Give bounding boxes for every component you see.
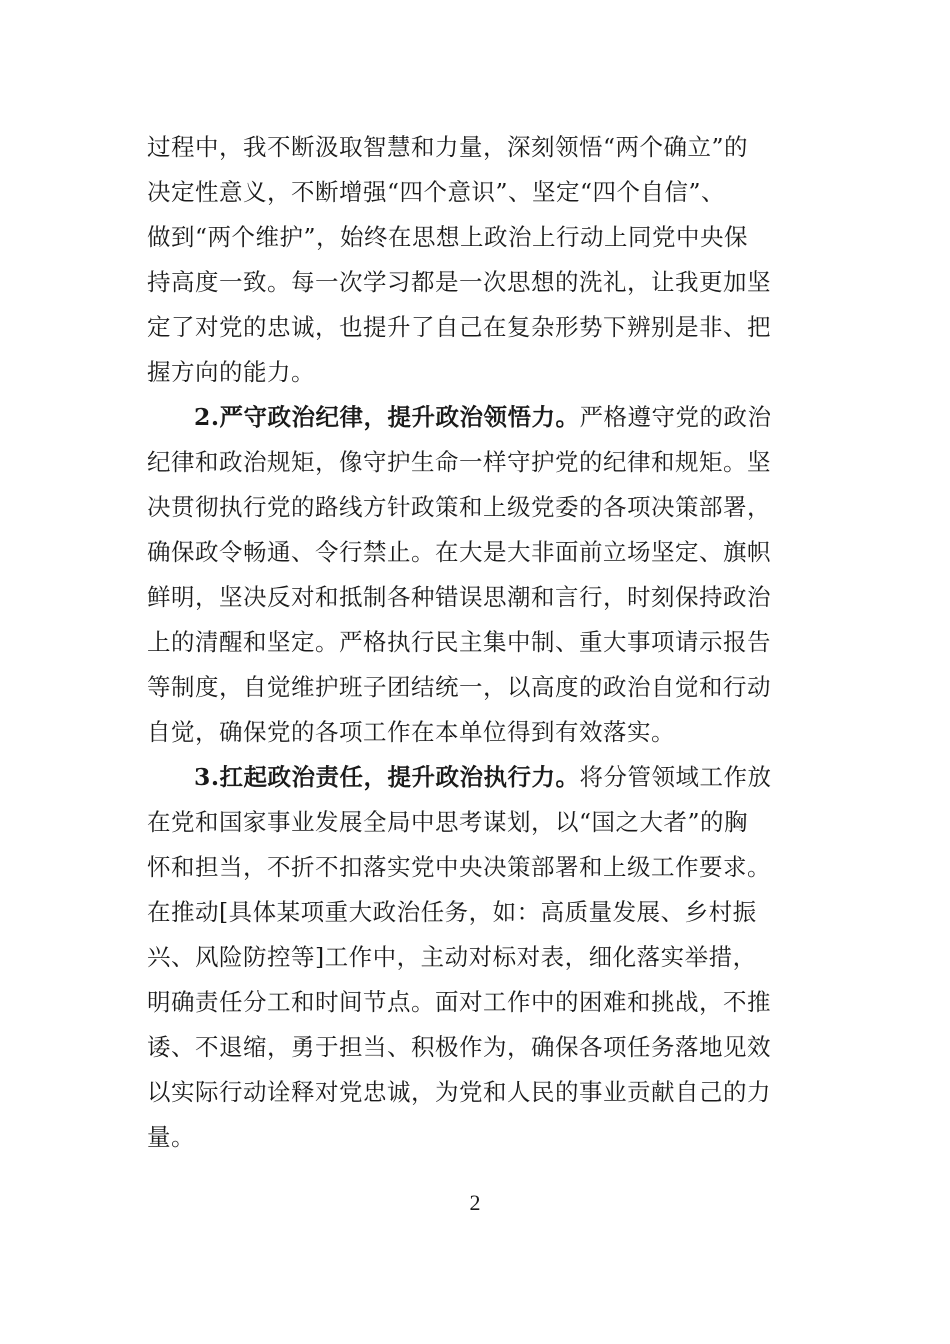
- text-line: 握方向的能力。: [147, 358, 315, 386]
- paragraph-1: [147, 125, 809, 395]
- text-run: 将分管领域工作放: [579, 763, 772, 791]
- text-line: 定了对党的忠诚，也提升了自己在复杂形势下辨别是非、把: [147, 313, 771, 341]
- text-run: 严格遵守党的政治: [579, 403, 772, 431]
- section-heading-3: 3.扛起政治责任，提升政治执行力。: [194, 763, 580, 791]
- text-line: 决定性意义，不断增强“四个意识”、坚定“四个自信”、: [147, 178, 726, 206]
- text-line: 鲜明，坚决反对和抵制各种错误思潮和言行，时刻保持政治: [147, 583, 771, 611]
- text-line: 持高度一致。每一次学习都是一次思想的洗礼，让我更加坚: [147, 268, 771, 296]
- page-number: 2: [469, 1190, 481, 1215]
- text-line: 纪律和政治规矩，像守护生命一样守护党的纪律和规矩。坚: [147, 448, 771, 476]
- text-line: 做到“两个维护”，始终在思想上政治上行动上同党中央保: [147, 223, 749, 251]
- section-heading-2: 2.严守政治纪律，提升政治领悟力。: [194, 403, 580, 431]
- text-line: 决贯彻执行党的路线方针政策和上级党委的各项决策部署，: [147, 493, 771, 521]
- text-line: 确保政令畅通、令行禁止。在大是大非面前立场坚定、旗帜: [147, 538, 771, 566]
- paragraph-first-line: [147, 395, 809, 440]
- text-line: 怀和担当，不折不扣落实党中央决策部署和上级工作要求。: [147, 853, 771, 881]
- document-body: [147, 125, 809, 1160]
- text-line: 等制度，自觉维护班子团结统一，以高度的政治自觉和行动: [147, 673, 771, 701]
- paragraph-3: [147, 755, 809, 1160]
- text-line: 以实际行动诠释对党忠诚，为党和人民的事业贡献自己的力: [147, 1078, 771, 1106]
- text-line: 自觉，确保党的各项工作在本单位得到有效落实。: [147, 718, 675, 746]
- text-line: 在推动[具体某项重大政治任务，如：高质量发展、乡村振: [147, 898, 757, 926]
- text-line: 上的清醒和坚定。严格执行民主集中制、重大事项请示报告: [147, 628, 771, 656]
- paragraph-2: [147, 395, 809, 755]
- text-line: 诿、不退缩，勇于担当、积极作为，确保各项任务落地见效: [147, 1033, 771, 1061]
- paragraph-first-line: [147, 755, 809, 800]
- text-line: 在党和国家事业发展全局中思考谋划，以“国之大者”的胸: [147, 808, 749, 836]
- text-line: 明确责任分工和时间节点。面对工作中的困难和挑战，不推: [147, 988, 771, 1016]
- text-line: 量。: [147, 1123, 195, 1151]
- text-line: 兴、风险防控等]工作中，主动对标对表，细化落实举措，: [147, 943, 757, 971]
- text-line: 过程中，我不断汲取智慧和力量，深刻领悟“两个确立”的: [147, 133, 749, 161]
